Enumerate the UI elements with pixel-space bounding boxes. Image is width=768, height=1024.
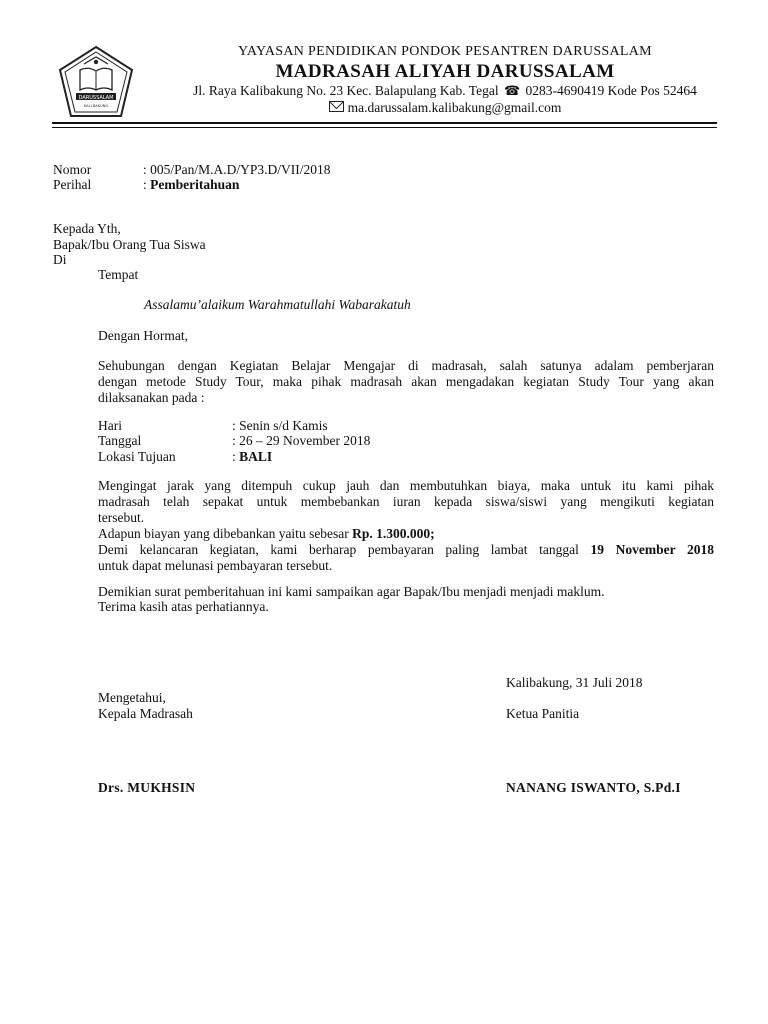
- committee-chair-role: Ketua Panitia: [506, 706, 580, 721]
- logo-text-bottom: KALI BAKUNG: [83, 104, 109, 108]
- closing-line-2: Terima kasih atas perhatiannya.: [98, 599, 269, 614]
- intro-line-1: Sehubungan dengan Kegiatan Belajar Mengajar di madrasah, salah satunya adalam pemberjaran: [98, 358, 714, 373]
- lokasi-row: [232, 449, 272, 465]
- headmaster-name: Drs. MUKHSIN: [98, 780, 196, 795]
- nomor-label: Nomor: [53, 162, 92, 177]
- address-text: Jl. Raya Kalibakung No. 23 Kec. Balapulang Kab. Tegal: [193, 83, 499, 98]
- headmaster-role: Kepala Madrasah: [98, 706, 193, 721]
- perihal-value: Pemberitahuan: [150, 177, 240, 192]
- tanggal-label: Tanggal: [98, 433, 142, 448]
- lokasi-label: Lokasi Tujuan: [98, 449, 176, 464]
- hari-label: Hari: [98, 418, 122, 433]
- school-name: MADRASAH ALIYAH DARUSSALAM: [275, 61, 615, 82]
- envelope-icon: [329, 101, 344, 112]
- place-date: Kalibakung, 31 Juli 2018: [506, 675, 643, 690]
- deadline-line: [98, 542, 714, 558]
- greeting: Assalamu’alaikum Warahmatullahi Wabarakatuh: [144, 297, 411, 312]
- tanggal-value: : 26 – 29 November 2018: [232, 433, 371, 448]
- recipient-line-1: Kepada Yth,: [53, 221, 121, 236]
- deadline-suffix: untuk dapat melunasi pembayaran tersebut.: [98, 558, 333, 573]
- committee-chair-name: NANANG ISWANTO, S.Pd.I: [506, 780, 681, 795]
- intro-line-2: dengan metode Study Tour, maka pihak madrasah akan mengadakan kegiatan Study Tour yang akan: [98, 374, 714, 389]
- nomor-value: : 005/Pan/M.A.D/YP3.D/VII/2018: [143, 162, 331, 177]
- acknowledged-label: Mengetahui,: [98, 690, 166, 705]
- cost-paragraph: [98, 478, 714, 574]
- intro-paragraph: [98, 358, 714, 406]
- cost-line-3: tersebut.: [98, 510, 145, 525]
- letterhead-rule-thin: [52, 127, 717, 128]
- cost-line-2: madrasah telah sepakat untuk membebankan iuran kepada siswa/siswi yang mengikuti kegiatan: [98, 494, 714, 509]
- school-email: [140, 100, 750, 116]
- recipient-line-4: Tempat: [98, 267, 139, 282]
- foundation-name: YAYASAN PENDIDIKAN PONDOK PESANTREN DARUSSALAM: [238, 44, 652, 59]
- lokasi-value: BALI: [239, 449, 273, 464]
- deadline-prefix: Demi kelancaran kegiatan, kami berharap pembayaran paling lambat tanggal: [98, 542, 591, 557]
- recipient-line-2: Bapak/Ibu Orang Tua Siswa: [53, 237, 206, 252]
- perihal-label: Perihal: [53, 177, 92, 192]
- perihal-colon: :: [143, 177, 151, 192]
- salutation: Dengan Hormat,: [98, 328, 188, 343]
- logo-text-top: DARUSSALAM: [78, 95, 114, 101]
- telephone-icon: ☎: [503, 83, 521, 98]
- closing-line-1: Demikian surat pemberitahuan ini kami sampaikan agar Bapak/Ibu menjadi menjadi maklum.: [98, 584, 605, 599]
- phone-and-postcode: 0283-4690419 Kode Pos 52464: [525, 83, 697, 98]
- cost-line-1: Mengingat jarak yang ditempuh cukup jauh dan membutuhkan biaya, maka untuk itu kami pihak: [98, 478, 714, 493]
- school-logo: [56, 44, 136, 122]
- perihal-row: [143, 177, 239, 193]
- amount-prefix: Adapun biayan yang dibebankan yaitu sebesar: [98, 526, 353, 541]
- amount-line: [98, 526, 714, 542]
- amount-value: Rp. 1.300.000;: [352, 526, 435, 541]
- email-address: ma.darussalam.kalibakung@gmail.com: [347, 100, 562, 115]
- deadline-date: 19 November 2018: [590, 542, 714, 557]
- recipient-line-3: Di: [53, 252, 67, 267]
- letterhead-rule-thick: [52, 122, 717, 124]
- lokasi-colon: :: [232, 449, 240, 464]
- hari-value: : Senin s/d Kamis: [232, 418, 328, 433]
- intro-line-3: dilaksanakan pada :: [98, 390, 205, 405]
- school-address: [140, 83, 750, 99]
